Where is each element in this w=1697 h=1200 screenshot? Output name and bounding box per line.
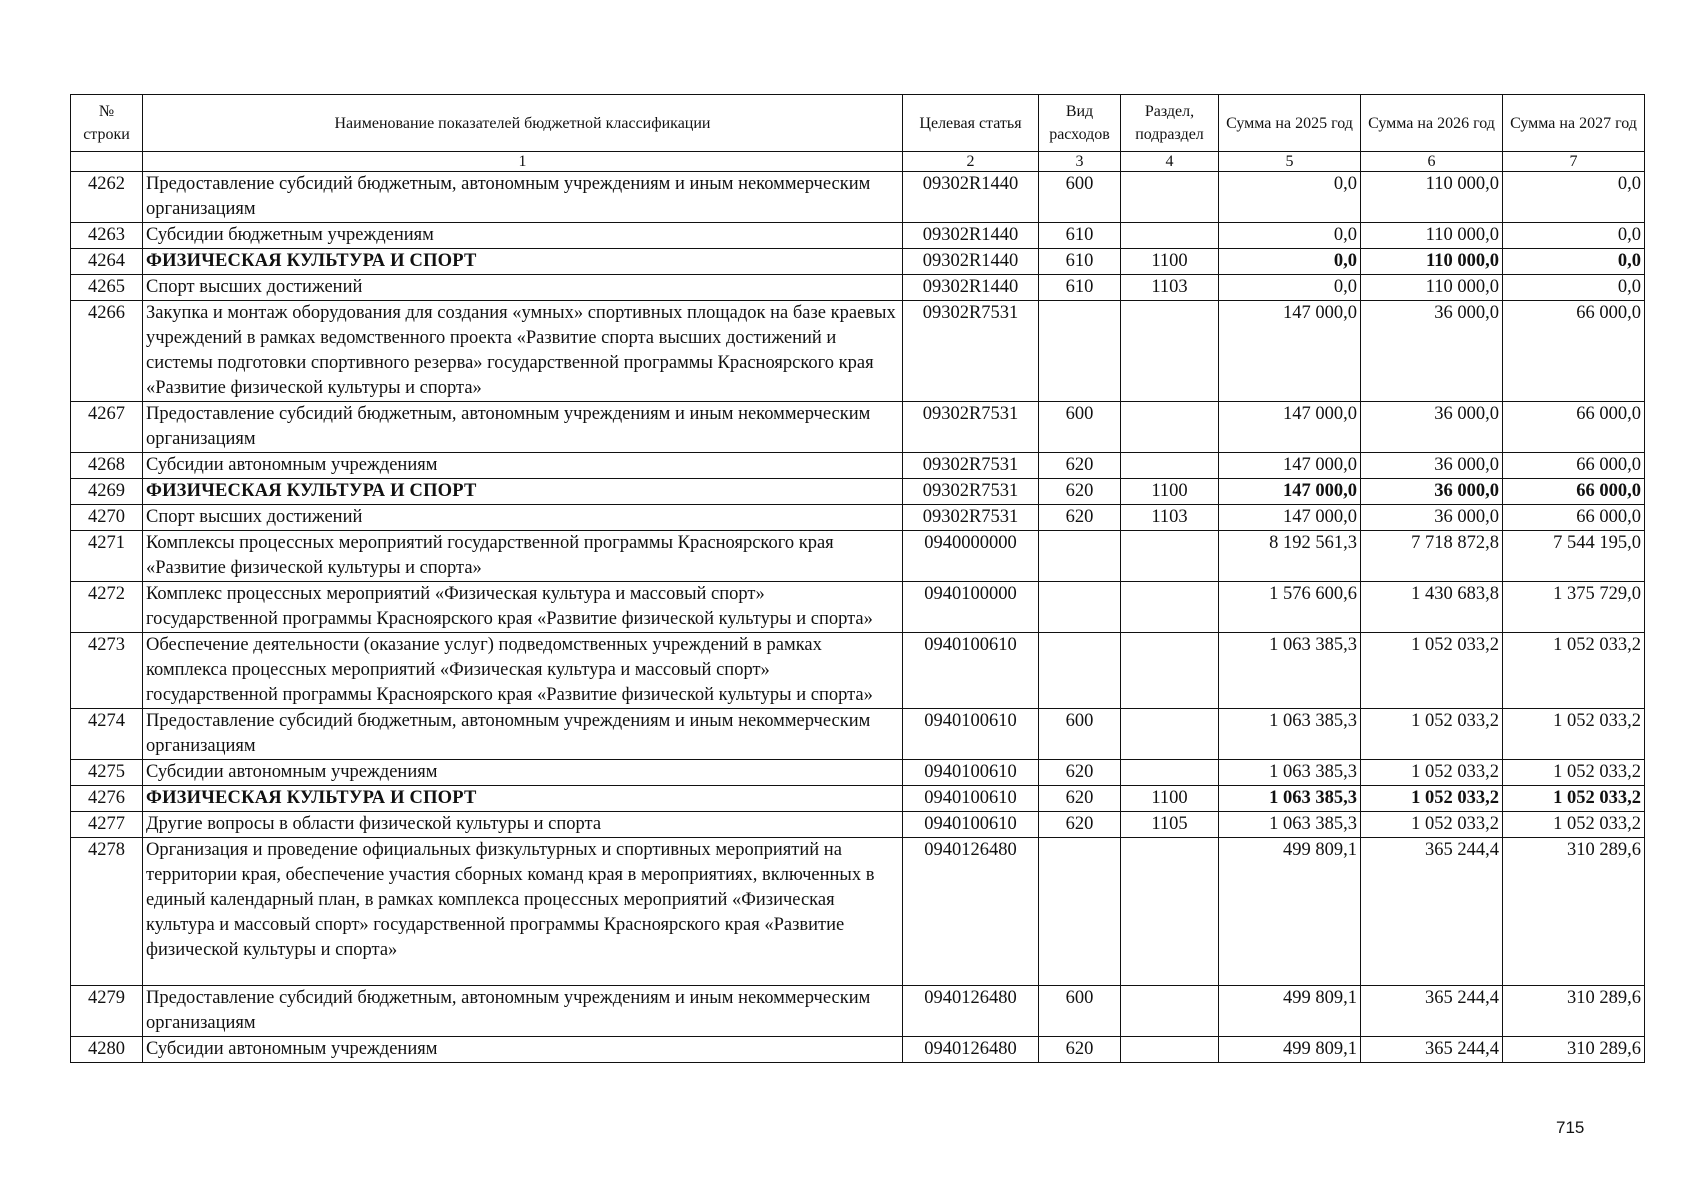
row-name: Спорт высших достижений (143, 505, 903, 531)
row-section (1121, 223, 1219, 249)
row-sum-2027: 1 052 033,2 (1503, 786, 1645, 812)
row-target: 09302R1440 (903, 172, 1039, 223)
table-row (71, 812, 1645, 838)
row-number: 4264 (71, 249, 143, 275)
row-name: Субсидии бюджетным учреждениям (143, 223, 903, 249)
table-row (71, 249, 1645, 275)
row-sum-2027: 1 052 033,2 (1503, 633, 1645, 709)
table-row (71, 582, 1645, 633)
header-name: Наименование показателей бюджетной классификации (143, 95, 903, 152)
table-row (71, 223, 1645, 249)
table-row (71, 453, 1645, 479)
row-expense-type: 610 (1039, 275, 1121, 301)
row-target: 0940100610 (903, 786, 1039, 812)
table-row (71, 986, 1645, 1037)
header-target: Целевая статья (903, 95, 1039, 152)
row-name: Предоставление субсидий бюджетным, автономным учреждениям и иным некоммерческим организациям (143, 709, 903, 760)
column-number: 5 (1219, 152, 1361, 172)
column-number: 3 (1039, 152, 1121, 172)
row-section: 1100 (1121, 479, 1219, 505)
row-section: 1100 (1121, 249, 1219, 275)
row-number: 4278 (71, 838, 143, 986)
row-number: 4277 (71, 812, 143, 838)
row-sum-2025: 499 809,1 (1219, 986, 1361, 1037)
row-number: 4280 (71, 1037, 143, 1063)
header-row-no: № строки (71, 95, 143, 152)
row-name: Другие вопросы в области физической культуры и спорта (143, 812, 903, 838)
row-section: 1103 (1121, 275, 1219, 301)
table-row (71, 275, 1645, 301)
row-sum-2026: 36 000,0 (1361, 505, 1503, 531)
row-sum-2027: 66 000,0 (1503, 301, 1645, 402)
row-number: 4262 (71, 172, 143, 223)
table-row (71, 633, 1645, 709)
row-sum-2025: 1 576 600,6 (1219, 582, 1361, 633)
table-header-row (71, 95, 1645, 152)
row-sum-2027: 310 289,6 (1503, 986, 1645, 1037)
page-number: 715 (1556, 1118, 1585, 1137)
column-number: 1 (143, 152, 903, 172)
row-sum-2025: 147 000,0 (1219, 301, 1361, 402)
row-sum-2026: 1 052 033,2 (1361, 812, 1503, 838)
row-sum-2027: 0,0 (1503, 172, 1645, 223)
row-number: 4272 (71, 582, 143, 633)
row-target: 0940126480 (903, 838, 1039, 986)
row-expense-type: 620 (1039, 786, 1121, 812)
row-section (1121, 1037, 1219, 1063)
row-section (1121, 172, 1219, 223)
table-row (71, 786, 1645, 812)
row-expense-type: 620 (1039, 760, 1121, 786)
row-sum-2026: 36 000,0 (1361, 402, 1503, 453)
header-sum-2027: Сумма на 2027 год (1503, 95, 1645, 152)
row-sum-2025: 0,0 (1219, 275, 1361, 301)
column-number: 2 (903, 152, 1039, 172)
row-sum-2025: 147 000,0 (1219, 453, 1361, 479)
row-expense-type (1039, 531, 1121, 582)
row-target: 0940100000 (903, 582, 1039, 633)
row-sum-2026: 365 244,4 (1361, 1037, 1503, 1063)
row-sum-2027: 0,0 (1503, 249, 1645, 275)
table-row (71, 760, 1645, 786)
row-sum-2025: 147 000,0 (1219, 479, 1361, 505)
row-section (1121, 986, 1219, 1037)
row-sum-2026: 1 052 033,2 (1361, 709, 1503, 760)
row-target: 0940100610 (903, 760, 1039, 786)
row-target: 09302R7531 (903, 402, 1039, 453)
row-number: 4274 (71, 709, 143, 760)
row-number: 4270 (71, 505, 143, 531)
row-section: 1103 (1121, 505, 1219, 531)
row-sum-2027: 7 544 195,0 (1503, 531, 1645, 582)
row-number: 4269 (71, 479, 143, 505)
row-section (1121, 531, 1219, 582)
row-sum-2026: 110 000,0 (1361, 223, 1503, 249)
row-name: Предоставление субсидий бюджетным, автономным учреждениям и иным некоммерческим организациям (143, 986, 903, 1037)
row-sum-2027: 1 052 033,2 (1503, 760, 1645, 786)
column-number: 6 (1361, 152, 1503, 172)
row-name: Организация и проведение официальных физкультурных и спортивных мероприятий на территории края, обеспечение участия сборных команд края в мероприятиях, включенных в единый календарный план, в рамках комплекса процессных мероприятий «Физическая культура и массовый спорт» государственной программы Красноярского края «Развитие физической культуры и спорта» (143, 838, 903, 986)
row-sum-2025: 0,0 (1219, 223, 1361, 249)
row-sum-2027: 310 289,6 (1503, 838, 1645, 986)
row-target: 0940126480 (903, 1037, 1039, 1063)
table-row (71, 479, 1645, 505)
row-sum-2025: 499 809,1 (1219, 838, 1361, 986)
column-number: 7 (1503, 152, 1645, 172)
row-sum-2026: 7 718 872,8 (1361, 531, 1503, 582)
table-row (71, 1037, 1645, 1063)
row-name: Субсидии автономным учреждениям (143, 1037, 903, 1063)
row-expense-type (1039, 633, 1121, 709)
row-number: 4273 (71, 633, 143, 709)
row-name: Обеспечение деятельности (оказание услуг) подведомственных учреждений в рамках комплекса процессных мероприятий «Физическая культура и массовый спорт» государственной программы Красноярского края «Развитие физической культуры и спорта» (143, 633, 903, 709)
row-section (1121, 402, 1219, 453)
header-sum-2026: Сумма на 2026 год (1361, 95, 1503, 152)
row-expense-type: 620 (1039, 505, 1121, 531)
row-number: 4275 (71, 760, 143, 786)
row-sum-2027: 66 000,0 (1503, 505, 1645, 531)
budget-table (70, 94, 1645, 1063)
row-sum-2026: 36 000,0 (1361, 453, 1503, 479)
row-sum-2027: 66 000,0 (1503, 402, 1645, 453)
row-name: Комплексы процессных мероприятий государственной программы Красноярского края «Развитие физической культуры и спорта» (143, 531, 903, 582)
row-sum-2027: 66 000,0 (1503, 453, 1645, 479)
row-sum-2026: 110 000,0 (1361, 249, 1503, 275)
row-sum-2027: 0,0 (1503, 275, 1645, 301)
row-sum-2026: 1 052 033,2 (1361, 760, 1503, 786)
row-sum-2026: 1 052 033,2 (1361, 633, 1503, 709)
row-sum-2025: 0,0 (1219, 249, 1361, 275)
row-sum-2025: 147 000,0 (1219, 505, 1361, 531)
row-expense-type: 600 (1039, 709, 1121, 760)
column-number (71, 152, 143, 172)
row-sum-2027: 0,0 (1503, 223, 1645, 249)
row-expense-type: 600 (1039, 172, 1121, 223)
column-numbers-row (71, 152, 1645, 172)
row-number: 4268 (71, 453, 143, 479)
row-section (1121, 760, 1219, 786)
row-target: 09302R7531 (903, 301, 1039, 402)
row-number: 4263 (71, 223, 143, 249)
table-row (71, 505, 1645, 531)
row-section (1121, 301, 1219, 402)
row-expense-type (1039, 582, 1121, 633)
row-target: 0940126480 (903, 986, 1039, 1037)
row-number: 4276 (71, 786, 143, 812)
row-expense-type: 600 (1039, 986, 1121, 1037)
row-sum-2026: 365 244,4 (1361, 986, 1503, 1037)
row-sum-2027: 66 000,0 (1503, 479, 1645, 505)
row-sum-2025: 1 063 385,3 (1219, 633, 1361, 709)
row-sum-2027: 310 289,6 (1503, 1037, 1645, 1063)
header-sum-2025: Сумма на 2025 год (1219, 95, 1361, 152)
table-row (71, 172, 1645, 223)
row-number: 4267 (71, 402, 143, 453)
row-section (1121, 838, 1219, 986)
table-row (71, 838, 1645, 986)
row-section (1121, 582, 1219, 633)
row-sum-2026: 36 000,0 (1361, 301, 1503, 402)
row-section: 1105 (1121, 812, 1219, 838)
row-expense-type: 610 (1039, 223, 1121, 249)
row-expense-type: 620 (1039, 479, 1121, 505)
row-name: Предоставление субсидий бюджетным, автономным учреждениям и иным некоммерческим организациям (143, 172, 903, 223)
row-target: 0940100610 (903, 633, 1039, 709)
table-row (71, 301, 1645, 402)
table-row (71, 402, 1645, 453)
row-target: 0940100610 (903, 709, 1039, 760)
row-expense-type: 620 (1039, 1037, 1121, 1063)
row-section: 1100 (1121, 786, 1219, 812)
row-sum-2026: 36 000,0 (1361, 479, 1503, 505)
table-row (71, 531, 1645, 582)
row-number: 4266 (71, 301, 143, 402)
row-sum-2025: 1 063 385,3 (1219, 760, 1361, 786)
row-sum-2025: 499 809,1 (1219, 1037, 1361, 1063)
row-expense-type: 600 (1039, 402, 1121, 453)
row-sum-2027: 1 375 729,0 (1503, 582, 1645, 633)
row-section (1121, 453, 1219, 479)
row-name: Спорт высших достижений (143, 275, 903, 301)
row-name: Закупка и монтаж оборудования для создания «умных» спортивных площадок на базе краевых учреждений в рамках ведомственного проекта «Развитие спорта высших достижений и системы подготовки спортивного резерва» государственной программы Красноярского края «Развитие физической культуры и спорта» (143, 301, 903, 402)
row-target: 09302R1440 (903, 275, 1039, 301)
row-name: Комплекс процессных мероприятий «Физическая культура и массовый спорт» государственной программы Красноярского края «Развитие физической культуры и спорта» (143, 582, 903, 633)
row-target: 0940000000 (903, 531, 1039, 582)
row-sum-2026: 1 430 683,8 (1361, 582, 1503, 633)
row-section (1121, 709, 1219, 760)
row-name: Субсидии автономным учреждениям (143, 760, 903, 786)
row-number: 4265 (71, 275, 143, 301)
row-expense-type (1039, 838, 1121, 986)
row-name: ФИЗИЧЕСКАЯ КУЛЬТУРА И СПОРТ (143, 249, 903, 275)
row-sum-2026: 365 244,4 (1361, 838, 1503, 986)
row-expense-type: 610 (1039, 249, 1121, 275)
row-expense-type: 620 (1039, 812, 1121, 838)
header-expense-type: Вид расходов (1039, 95, 1121, 152)
row-target: 09302R1440 (903, 223, 1039, 249)
row-name: ФИЗИЧЕСКАЯ КУЛЬТУРА И СПОРТ (143, 786, 903, 812)
row-expense-type (1039, 301, 1121, 402)
row-expense-type: 620 (1039, 453, 1121, 479)
row-sum-2026: 110 000,0 (1361, 172, 1503, 223)
column-number: 4 (1121, 152, 1219, 172)
row-sum-2025: 1 063 385,3 (1219, 786, 1361, 812)
row-sum-2027: 1 052 033,2 (1503, 812, 1645, 838)
row-target: 09302R7531 (903, 453, 1039, 479)
row-target: 09302R7531 (903, 479, 1039, 505)
row-name: Предоставление субсидий бюджетным, автономным учреждениям и иным некоммерческим организациям (143, 402, 903, 453)
row-sum-2025: 0,0 (1219, 172, 1361, 223)
row-sum-2025: 8 192 561,3 (1219, 531, 1361, 582)
row-name: Субсидии автономным учреждениям (143, 453, 903, 479)
row-sum-2025: 1 063 385,3 (1219, 812, 1361, 838)
row-name: ФИЗИЧЕСКАЯ КУЛЬТУРА И СПОРТ (143, 479, 903, 505)
table-row (71, 709, 1645, 760)
row-number: 4271 (71, 531, 143, 582)
row-target: 09302R1440 (903, 249, 1039, 275)
header-section: Раздел, подраздел (1121, 95, 1219, 152)
row-sum-2026: 1 052 033,2 (1361, 786, 1503, 812)
row-sum-2026: 110 000,0 (1361, 275, 1503, 301)
row-number: 4279 (71, 986, 143, 1037)
row-sum-2027: 1 052 033,2 (1503, 709, 1645, 760)
row-sum-2025: 1 063 385,3 (1219, 709, 1361, 760)
row-target: 09302R7531 (903, 505, 1039, 531)
row-target: 0940100610 (903, 812, 1039, 838)
row-section (1121, 633, 1219, 709)
row-sum-2025: 147 000,0 (1219, 402, 1361, 453)
